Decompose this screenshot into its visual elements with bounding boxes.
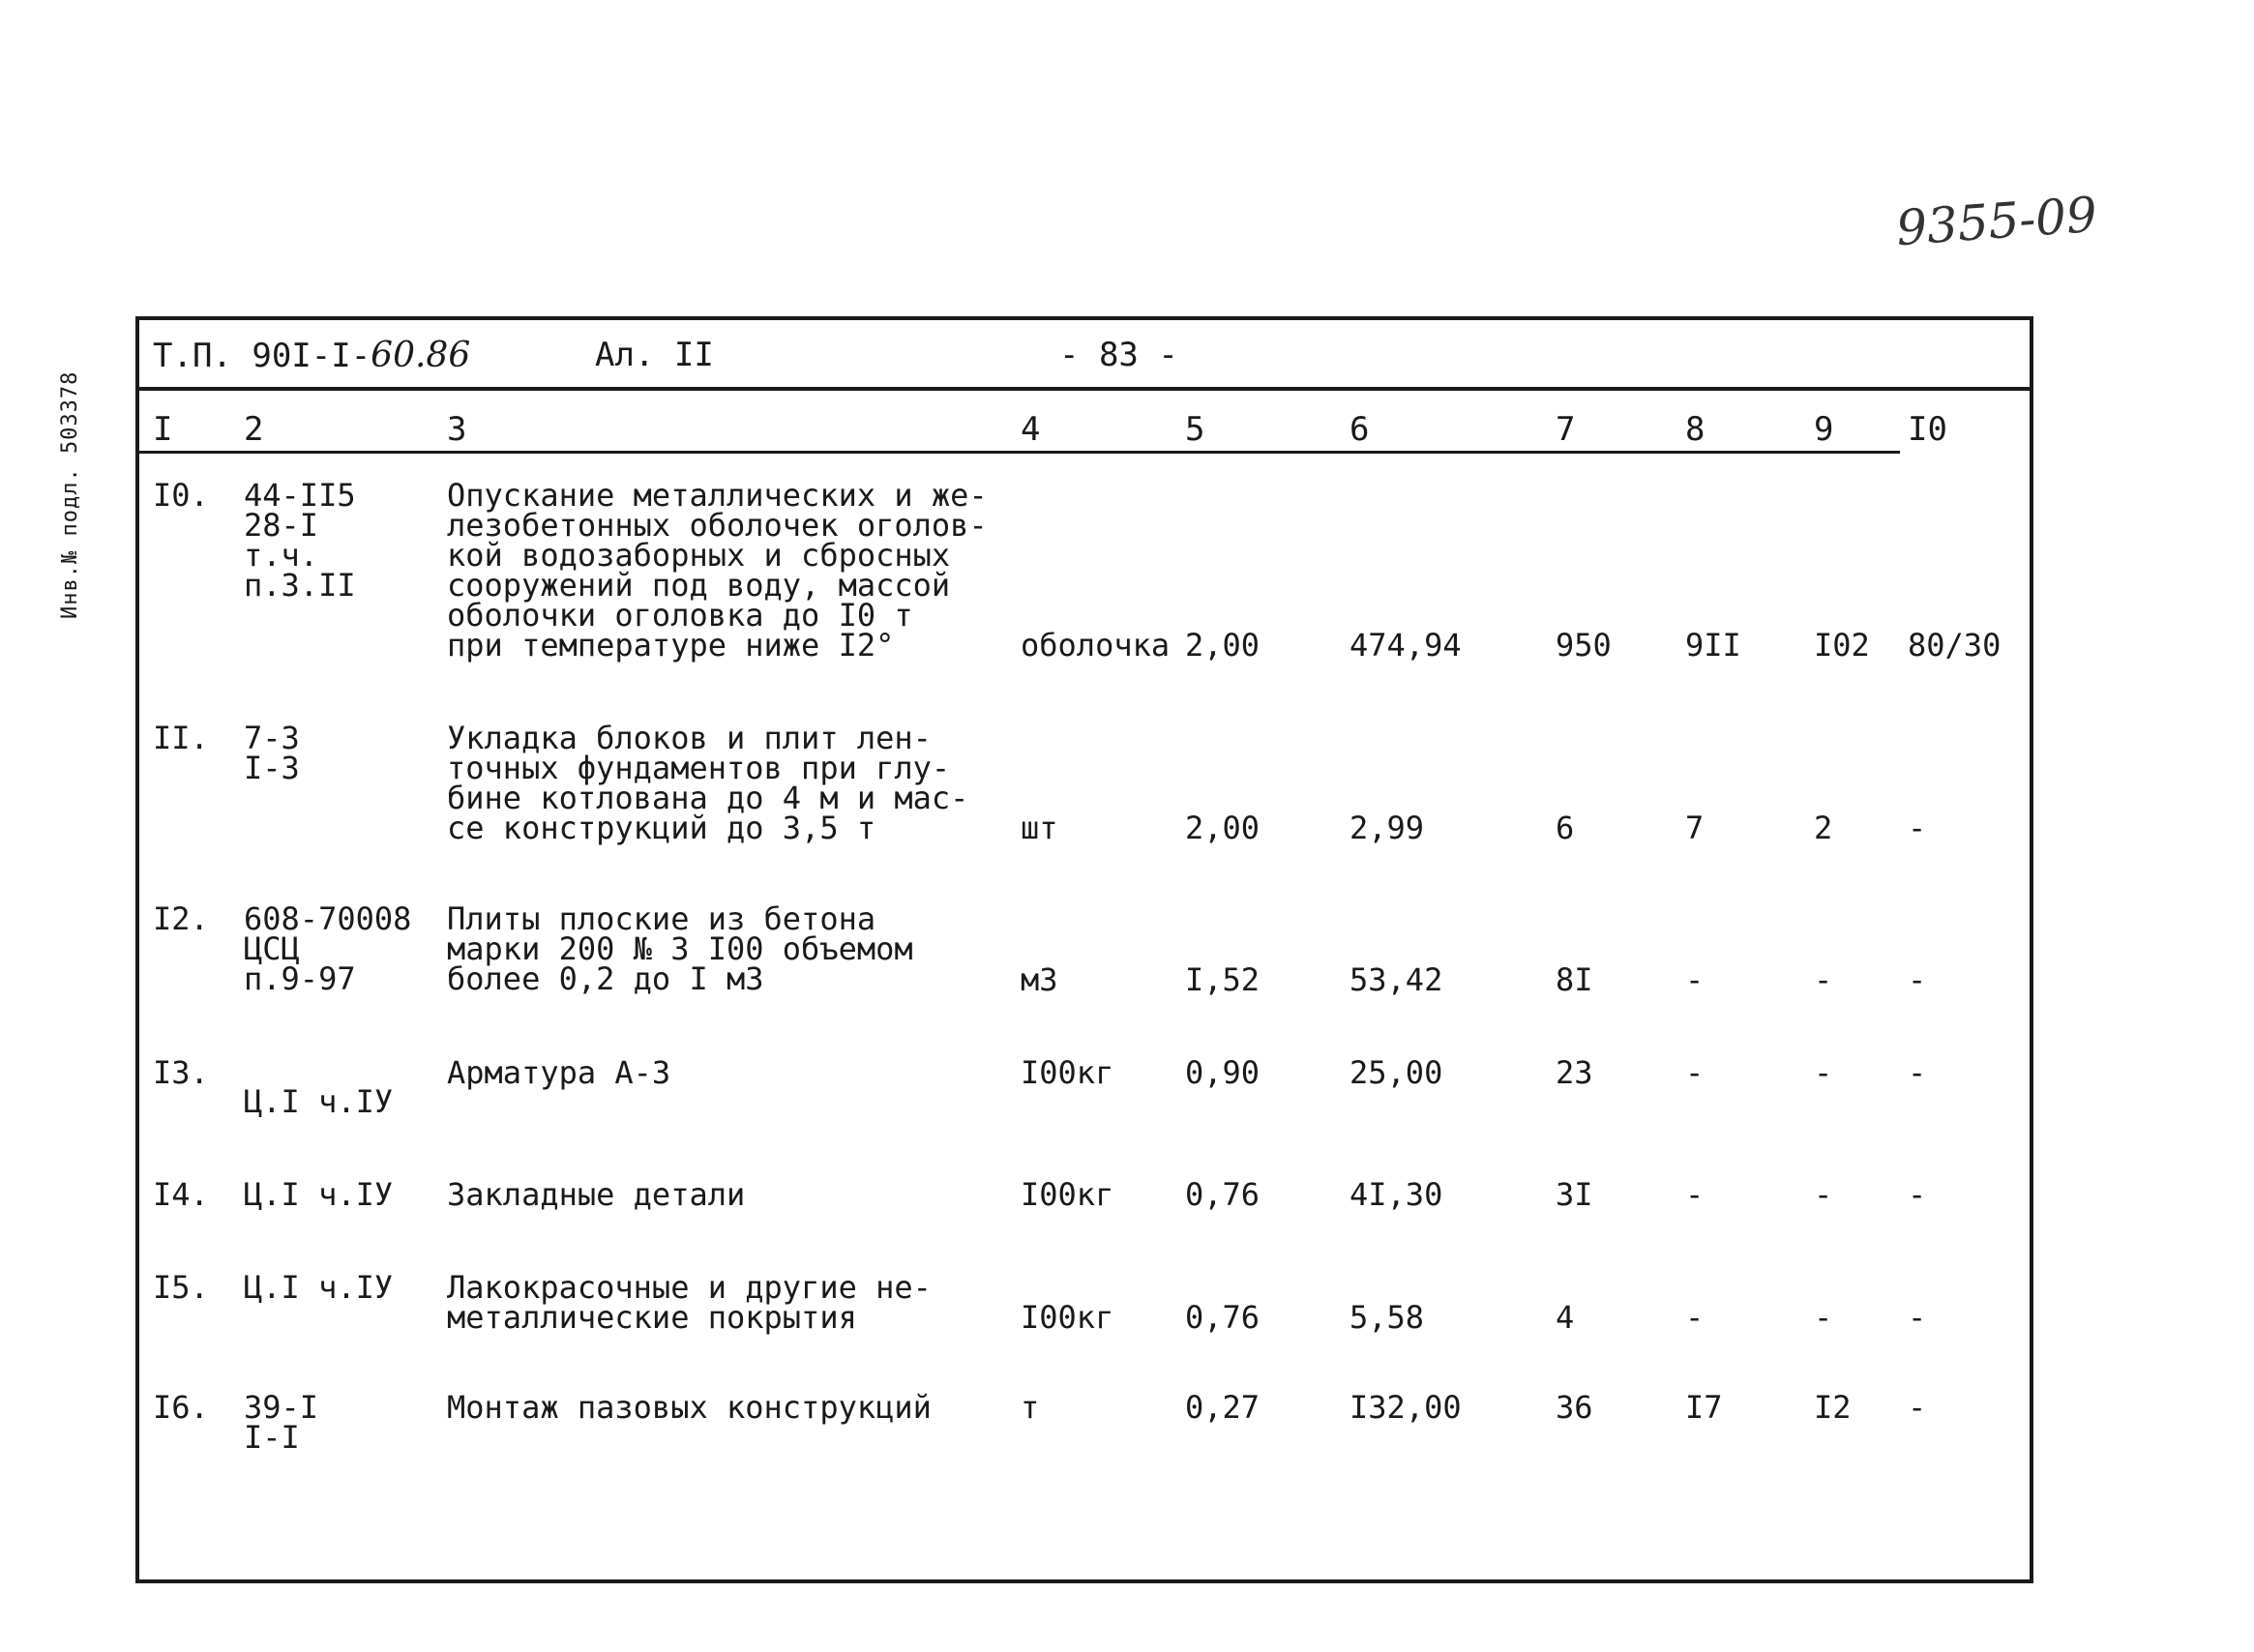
column-10-value: - <box>1908 810 1927 846</box>
column-10-value: - <box>1908 1176 1927 1213</box>
project-code-handwritten: 60.86 <box>371 336 471 375</box>
column-10-value: - <box>1908 1299 1927 1336</box>
work-description: Закладные детали <box>447 1176 746 1213</box>
column-number: I0 <box>1908 410 1947 449</box>
unit: оболочка <box>1021 627 1171 664</box>
column-8-value: - <box>1685 1176 1705 1213</box>
column-number: 6 <box>1349 410 1370 449</box>
unit-cost: 5,58 <box>1349 1299 1425 1336</box>
column-10-value: - <box>1908 961 1927 998</box>
quantity: 2,00 <box>1185 627 1260 664</box>
column-9-value: - <box>1814 961 1833 998</box>
unit: I00кг <box>1021 1176 1114 1213</box>
work-description: Укладка блоков и плит лен- точных фундаментов при глу- бине котлована до 4 м и мас- се конструкций до 3,5 т <box>447 720 969 846</box>
work-description: Лакокрасочные и другие не- металлические покрытия <box>447 1269 932 1336</box>
quantity: 0,76 <box>1185 1176 1260 1213</box>
column-number: 8 <box>1685 410 1705 449</box>
archive-number: 9355-09 <box>1894 186 2099 257</box>
column-number: 9 <box>1814 410 1834 449</box>
quantity: 0,76 <box>1185 1299 1260 1336</box>
total-cost: 4 <box>1556 1299 1575 1336</box>
work-description: Опускание металлических и же- лезобетонных оболочек оголов- кой водозаборных и сбросных сооружений под воду, массой оболочки оголовка до I0 т при температуре ниже I2° <box>447 477 988 664</box>
total-cost: 6 <box>1556 810 1575 846</box>
norm-code: 608-70008 ЦСЦ п.9-97 <box>244 900 412 997</box>
column-8-value: 7 <box>1685 810 1705 846</box>
column-numbers-underline <box>139 451 1900 454</box>
unit: м3 <box>1021 961 1058 998</box>
column-number: 4 <box>1021 410 1041 449</box>
total-cost: 8I <box>1556 961 1593 998</box>
column-10-value: 80/30 <box>1908 627 2002 664</box>
norm-code: 44-II5 28-I т.ч. п.3.II <box>244 477 356 604</box>
column-number: 7 <box>1556 410 1576 449</box>
unit-cost: I32,00 <box>1349 1389 1462 1426</box>
unit-cost: 2,99 <box>1349 810 1425 846</box>
column-9-value: - <box>1814 1054 1833 1091</box>
column-9-value: 2 <box>1814 810 1833 846</box>
norm-code: Ц.I ч.IУ <box>244 1083 394 1120</box>
unit: I00кг <box>1021 1054 1114 1091</box>
header-divider <box>139 387 2030 391</box>
row-number: I5. <box>153 1269 209 1306</box>
column-9-value: - <box>1814 1176 1833 1213</box>
work-description: Плиты плоские из бетона марки 200 № 3 I00 объемом более 0,2 до I м3 <box>447 900 913 997</box>
row-number: I6. <box>153 1389 209 1426</box>
row-number: II. <box>153 720 209 756</box>
column-number: 2 <box>244 410 264 449</box>
total-cost: 950 <box>1556 627 1612 664</box>
column-10-value: - <box>1908 1054 1927 1091</box>
quantity: I,52 <box>1185 961 1260 998</box>
unit: шт <box>1021 810 1058 846</box>
project-code-printed: Т.П. 90I-I- <box>153 337 371 375</box>
column-number: 5 <box>1185 410 1205 449</box>
column-8-value: - <box>1685 1054 1705 1091</box>
work-description: Арматура А-3 <box>447 1054 671 1091</box>
column-number: 3 <box>447 410 467 449</box>
unit-cost: 4I,30 <box>1349 1176 1443 1213</box>
total-cost: 36 <box>1556 1389 1593 1426</box>
column-8-value: I7 <box>1685 1389 1723 1426</box>
unit: I00кг <box>1021 1299 1114 1336</box>
row-number: I4. <box>153 1176 209 1213</box>
unit: т <box>1021 1389 1040 1426</box>
quantity: 0,90 <box>1185 1054 1260 1091</box>
column-8-value: - <box>1685 961 1705 998</box>
total-cost: 3I <box>1556 1176 1593 1213</box>
total-cost: 23 <box>1556 1054 1593 1091</box>
project-code <box>153 336 470 375</box>
column-9-value: I02 <box>1814 627 1870 664</box>
quantity: 2,00 <box>1185 810 1260 846</box>
unit-cost: 25,00 <box>1349 1054 1443 1091</box>
sheet-frame <box>135 316 2033 1583</box>
column-10-value: - <box>1908 1389 1927 1426</box>
row-number: I3. <box>153 1054 209 1091</box>
column-8-value: - <box>1685 1299 1705 1336</box>
work-description: Монтаж пазовых конструкций <box>447 1389 932 1426</box>
norm-code: Ц.I ч.IУ <box>244 1269 394 1306</box>
page-number: - 83 - <box>1059 336 1178 374</box>
album-label: Ал. II <box>595 336 714 374</box>
norm-code: 39-I I-I <box>244 1389 319 1456</box>
column-9-value: - <box>1814 1299 1833 1336</box>
norm-code: Ц.I ч.IУ <box>244 1176 394 1213</box>
unit-cost: 474,94 <box>1349 627 1462 664</box>
row-number: I2. <box>153 900 209 937</box>
quantity: 0,27 <box>1185 1389 1260 1426</box>
row-number: I0. <box>153 477 209 514</box>
side-stamp: Инв.№ подл. 503378 <box>58 370 82 619</box>
column-8-value: 9II <box>1685 627 1741 664</box>
column-9-value: I2 <box>1814 1389 1852 1426</box>
norm-code: 7-3 I-3 <box>244 720 300 786</box>
column-number: I <box>153 410 173 449</box>
unit-cost: 53,42 <box>1349 961 1443 998</box>
